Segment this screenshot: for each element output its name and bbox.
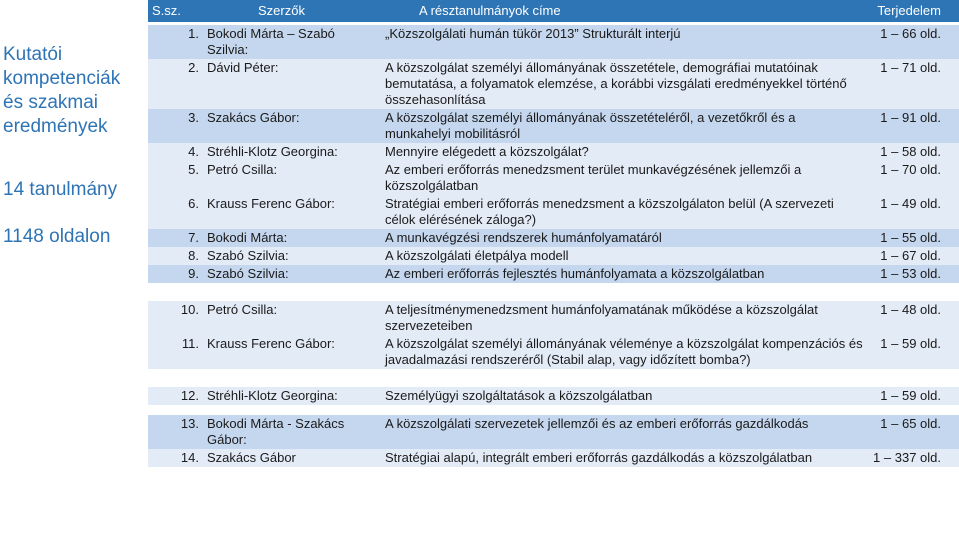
row-num: 8. [148, 247, 203, 265]
row-extent: 1 – 53 old. [868, 265, 959, 283]
table-header-row [148, 0, 959, 24]
row-author: Szakács Gábor: [203, 109, 381, 143]
row-author: Szabó Szilvia: [203, 265, 381, 283]
row-extent: 1 – 58 old. [868, 143, 959, 161]
row-author: Bokodi Márta – Szabó Szilvia: [203, 24, 381, 60]
row-extent: 1 – 67 old. [868, 247, 959, 265]
row-extent: 1 – 66 old. [868, 24, 959, 60]
row-title: A közszolgálat személyi állományának összetételéről, a vezetőkről és a munkahelyi mobilitásról [381, 109, 868, 143]
row-title: Mennyire elégedett a közszolgálat? [381, 143, 868, 161]
row-author: Stréhli-Klotz Georgina: [203, 143, 381, 161]
row-title: A közszolgálati szervezetek jellemzői és az emberi erőforrás gazdálkodás [381, 415, 868, 449]
table-row [148, 247, 959, 265]
panel-title-line: Kutatói [3, 44, 63, 65]
table-row [148, 161, 959, 195]
row-title: Az emberi erőforrás menedzsment terület munkavégzésének jellemzői a közszolgálatban [381, 161, 868, 195]
row-num: 1. [148, 24, 203, 60]
header-extent: Terjedelem [868, 0, 959, 24]
table-row [148, 415, 959, 449]
table-row [148, 335, 959, 369]
row-extent: 1 – 59 old. [868, 387, 959, 405]
row-extent: 1 – 71 old. [868, 59, 959, 109]
row-num: 14. [148, 449, 203, 467]
row-num: 2. [148, 59, 203, 109]
panel-title-line: és szakmai [3, 92, 99, 113]
row-author: Petró Csilla: [203, 161, 381, 195]
table-row [148, 24, 959, 60]
row-extent: 1 – 65 old. [868, 415, 959, 449]
table-row [148, 195, 959, 229]
left-summary-panel [0, 0, 145, 535]
table-row [148, 387, 959, 405]
row-title: Az emberi erőforrás fejlesztés humánfolyamata a közszolgálatban [381, 265, 868, 283]
row-extent: 1 – 59 old. [868, 335, 959, 369]
row-author: Szakács Gábor [203, 449, 381, 467]
panel-title-line: eredmények [3, 116, 108, 137]
table-spacer-row [148, 283, 959, 301]
panel-title-line: kompetenciák [3, 68, 121, 89]
header-title: A résztanulmányok címe [381, 0, 868, 24]
header-authors: Szerzők [203, 0, 381, 24]
table-row [148, 109, 959, 143]
row-author: Krauss Ferenc Gábor: [203, 335, 381, 369]
row-num: 3. [148, 109, 203, 143]
row-title: A teljesítménymenedzsment humánfolyamatának működése a közszolgálat szervezeteiben [381, 301, 868, 335]
row-author: Krauss Ferenc Gábor: [203, 195, 381, 229]
row-num: 7. [148, 229, 203, 247]
row-extent: 1 – 48 old. [868, 301, 959, 335]
table-row [148, 143, 959, 161]
row-title: Stratégiai emberi erőforrás menedzsment a közszolgálaton belül (A szervezeti célok elérésének záloga?) [381, 195, 868, 229]
row-author: Dávid Péter: [203, 59, 381, 109]
row-num: 9. [148, 265, 203, 283]
row-title: Személyügyi szolgáltatások a közszolgálatban [381, 387, 868, 405]
row-author: Bokodi Márta - Szakács Gábor: [203, 415, 381, 449]
row-extent: 1 – 49 old. [868, 195, 959, 229]
row-num: 6. [148, 195, 203, 229]
row-extent: 1 – 70 old. [868, 161, 959, 195]
row-extent: 1 – 337 old. [868, 449, 959, 467]
study-count: 14 tanulmány [3, 179, 118, 200]
row-author: Szabó Szilvia: [203, 247, 381, 265]
row-author: Petró Csilla: [203, 301, 381, 335]
table-row [148, 229, 959, 247]
row-title: A közszolgálat személyi állományának véleménye a közszolgálat kompenzációs és javadalmazási rendszeréről (Stabil alap, vagy időzített bomba?) [381, 335, 868, 369]
row-title: A közszolgálati életpálya modell [381, 247, 868, 265]
row-title: A munkavégzési rendszerek humánfolyamatáról [381, 229, 868, 247]
row-extent: 1 – 91 old. [868, 109, 959, 143]
row-author: Bokodi Márta: [203, 229, 381, 247]
row-num: 10. [148, 301, 203, 335]
panel-title [3, 43, 143, 139]
page-count: 1148 oldalon [3, 226, 111, 247]
row-title: A közszolgálat személyi állományának összetétele, demográfiai mutatóinak bemutatása, a folyamatok elemzése, a korábbi vizsgálati eredményekkel történő összehasonlítása [381, 59, 868, 109]
row-author: Stréhli-Klotz Georgina: [203, 387, 381, 405]
row-num: 5. [148, 161, 203, 195]
row-extent: 1 – 55 old. [868, 229, 959, 247]
header-num: S.sz. [148, 0, 203, 24]
table-row [148, 301, 959, 335]
studies-table [148, 0, 959, 467]
table-row [148, 265, 959, 283]
row-title: Stratégiai alapú, integrált emberi erőforrás gazdálkodás a közszolgálatban [381, 449, 868, 467]
table-spacer-row [148, 405, 959, 415]
row-num: 11. [148, 335, 203, 369]
row-num: 12. [148, 387, 203, 405]
table-row [148, 449, 959, 467]
table-spacer-row [148, 369, 959, 387]
row-title: „Közszolgálati humán tükör 2013” Strukturált interjú [381, 24, 868, 60]
table-row [148, 59, 959, 109]
row-num: 13. [148, 415, 203, 449]
row-num: 4. [148, 143, 203, 161]
